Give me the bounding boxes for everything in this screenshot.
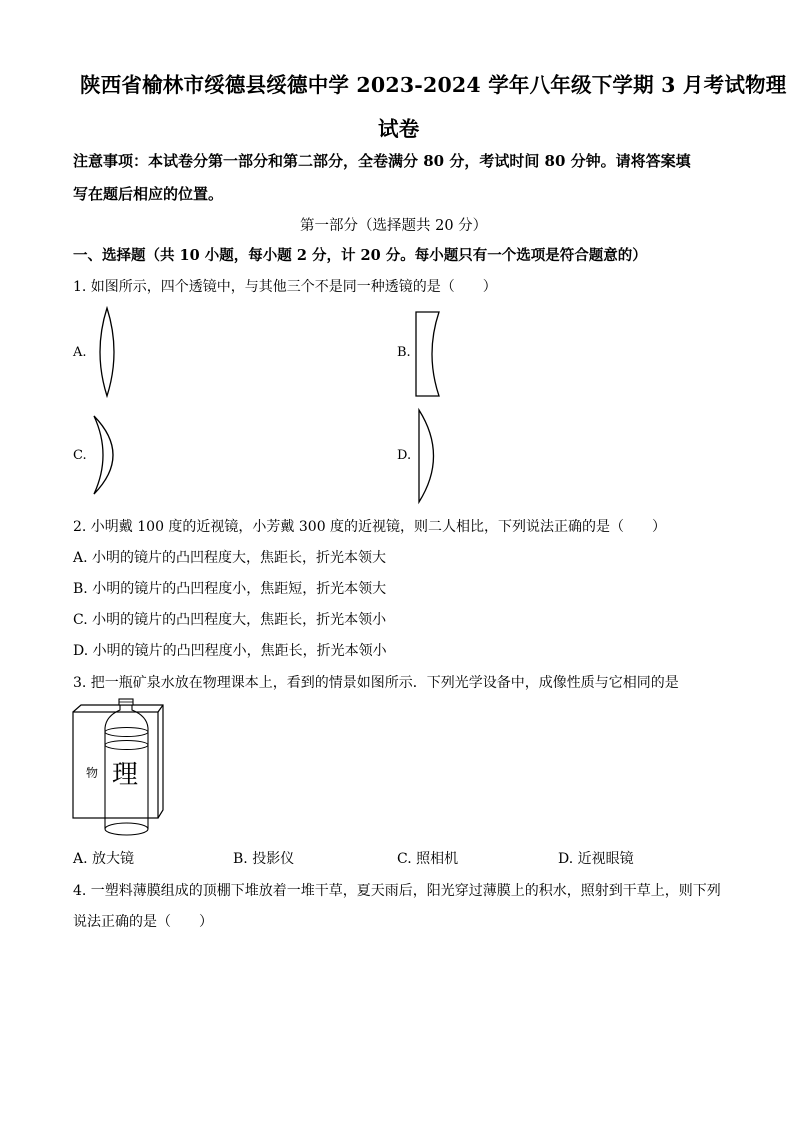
q3-figure-text-big: 理 [112, 760, 139, 790]
q1-lens-b-plano-concave [414, 310, 444, 398]
question-1-stem: 1. 如图所示，四个透镜中，与其他三个不是同一种透镜的是（ ） [73, 279, 497, 295]
q3-option-d: D. 近视眼镜 [558, 851, 634, 867]
question-2-stem: 2. 小明戴 100 度的近视镜，小芳戴 300 度的近视镜，则二人相比，下列说法正确的是（ ） [73, 519, 667, 535]
notice-line2: 写在题后相应的位置。 [73, 185, 224, 203]
q2-option-c: C. 小明的镜片的凸凹程度大，焦距长，折光本领小 [73, 612, 387, 628]
q3-option-c: C. 照相机 [397, 851, 459, 867]
question-4-stem-line1: 4. 一塑料薄膜组成的顶棚下堆放着一堆干草，夏天雨后，阳光穿过薄膜上的积水，照射到干草上，则下列 [73, 883, 721, 899]
question-3-stem: 3. 把一瓶矿泉水放在物理课本上，看到的情景如图所示．下列光学设备中，成像性质与它相同的是 [73, 675, 679, 691]
q2-option-d: D. 小明的镜片的凸凹程度小，焦距长，折光本领小 [73, 643, 387, 659]
q2-option-b: B. 小明的镜片的凸凹程度小，焦距短，折光本领大 [73, 581, 387, 597]
q2-option-a: A. 小明的镜片的凸凹程度大，焦距长，折光本领大 [73, 550, 387, 566]
q1-option-c-label: C. [73, 448, 87, 463]
q3-option-a: A. 放大镜 [73, 851, 135, 867]
q3-option-b: B. 投影仪 [233, 851, 295, 867]
part1-heading: 第一部分（选择题共 20 分） [300, 218, 488, 234]
page-title-line1: 陕西省榆林市绥德县绥德中学 2023-2024 学年八年级下学期 3 月考试物理 [80, 73, 787, 97]
question-4-stem-line2: 说法正确的是（ ） [73, 914, 213, 930]
q1-option-b-label: B. [397, 345, 411, 360]
q1-lens-a-biconvex [92, 306, 122, 398]
section1-heading: 一、选择题（共 10 小题，每小题 2 分，计 20 分。每小题只有一个选项是符合题意的） [73, 247, 647, 264]
notice-line1: 注意事项：本试卷分第一部分和第二部分，全卷满分 80 分，考试时间 80 分钟。请将答案填 [73, 152, 691, 170]
page-title-line2: 试卷 [378, 117, 420, 141]
q1-lens-d-plano-convex [416, 408, 442, 504]
q1-lens-c-meniscus [90, 414, 124, 496]
q1-option-d-label: D. [397, 448, 412, 463]
q3-figure-text-small: 物 [86, 766, 99, 780]
q1-option-a-label: A. [73, 345, 87, 360]
